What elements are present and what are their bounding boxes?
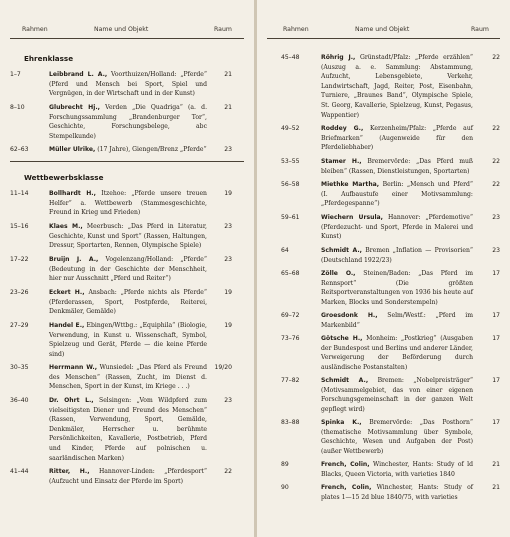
room-number: 17 <box>492 312 500 319</box>
exhibit-object: Selm/Westf.: „Pferd im Markenbild“ <box>321 312 473 329</box>
frame-number: 36–40 <box>10 397 29 404</box>
exhibitor-description <box>321 311 473 330</box>
room-number: 19 <box>224 322 232 329</box>
header-frame: Rahmen <box>283 26 309 33</box>
frame-number: 62–63 <box>10 146 29 153</box>
exhibitor-name: Klaes M., <box>49 223 83 230</box>
frame-number: 89 <box>281 461 289 468</box>
exhibitor-description <box>321 53 473 120</box>
section-rule <box>10 161 244 162</box>
exhibitor-name: Herrmann W., <box>49 364 98 371</box>
frame-number: 45–48 <box>281 54 300 61</box>
right-page <box>257 0 510 537</box>
room-number: 21 <box>224 104 232 111</box>
exhibitor-description <box>49 222 207 251</box>
frame-number: 41–44 <box>10 468 29 475</box>
exhibitor-name: Schmidt A., <box>321 247 362 254</box>
left-page <box>0 0 254 537</box>
exhibitor-description <box>321 124 473 153</box>
header-frame: Rahmen <box>22 26 48 33</box>
exhibitor-description <box>321 269 473 307</box>
room-number: 17 <box>492 270 500 277</box>
frame-number: 56–58 <box>281 181 300 188</box>
exhibit-object: Winchester, Hants: Study of ld Blacks, Queen Victoria, with varieties 1840 <box>321 461 474 478</box>
exhibitor-name: Groesdonk H., <box>321 312 378 319</box>
section-title: Ehrenklasse <box>24 54 74 63</box>
header-rule <box>10 38 244 39</box>
exhibitor-description <box>49 255 207 284</box>
exhibitor-name: Schmidt A., <box>321 377 369 384</box>
frame-number: 23–26 <box>10 289 29 296</box>
exhibit-object: Grünstadt/Pfalz: „Pferde erzählen“ (Auszug a. e. Sammlung: Abstammung, Aufzucht, Lebensgebiete, Verkehr, Landwirtschaft, Jagd, Reiter, Post, Eisenbahn, Turniere, „Braunes Band“, Olympische Spiele, St. Georg, Kavallerie, Spielzeug, Kunst, Pegasus, Wappentier) <box>321 54 473 119</box>
exhibitor-description <box>49 467 207 486</box>
frame-number: 53–55 <box>281 158 300 165</box>
exhibitor-description <box>321 418 473 456</box>
room-number: 17 <box>492 419 500 426</box>
exhibitor-description <box>49 321 207 359</box>
frame-number: 1–7 <box>10 71 21 78</box>
exhibit-object: Hannover: „Pferdemotive“ (Pferdezucht- und Sport, Pferde in Malerei und Kunst) <box>321 214 473 241</box>
room-number: 19 <box>224 190 232 197</box>
exhibitor-name: Bollhardt H., <box>49 190 96 197</box>
room-number: 22 <box>492 181 500 188</box>
exhibitor-description <box>321 483 473 502</box>
exhibitor-name: Bruijn J. A., <box>49 256 99 263</box>
exhibitor-name: French, Colin, <box>321 484 372 491</box>
exhibit-object: Verden „Die Quadriga“ (a. d. Forschungssammlung „Brandenburger Tor“, Geschichte, Forschungsbelege, abc Stempelkunde) <box>49 104 208 140</box>
exhibit-object: Hannover-Linden: „Pferdesport“ (Aufzucht und Einsatz der Pferde im Sport) <box>49 468 207 485</box>
frame-number: 69–72 <box>281 312 300 319</box>
frame-number: 27–29 <box>10 322 29 329</box>
exhibit-object: Bremervörde: „Das Posthorn“ (thematische Motivsammlung über Symbole, Geschichte, Wesen und Aufgaben der Post) (außer Wettbewerb) <box>321 419 473 455</box>
frame-number: 83–88 <box>281 419 300 426</box>
room-number: 23 <box>224 223 232 230</box>
room-number: 22 <box>492 125 500 132</box>
exhibit-object: Ansbach: „Pferde nichts als Pferde“ (Pferderassen, Sport, Postpferde, Reiterei, Denkmäler, Gemälde) <box>49 289 207 316</box>
header-rule <box>267 38 500 39</box>
exhibitor-name: Röhrig J., <box>321 54 356 61</box>
exhibitor-description <box>321 213 473 242</box>
room-number: 21 <box>492 461 500 468</box>
exhibitor-name: Glubrecht Hj., <box>49 104 100 111</box>
room-number: 22 <box>492 54 500 61</box>
exhibit-object: Bremen: „Nobelpreisträger“ (Motivsammelgebiet, das von einer eigenen Forschungsgemeinschaft in der ganzen Welt gepflegt wird) <box>321 377 474 413</box>
room-number: 17 <box>492 377 500 384</box>
exhibit-object: Berlin: „Mensch und Pferd“ (I. Aufbaustufe einer Motivsammlung: „Pferdegespanne“) <box>321 181 474 208</box>
column-header <box>0 26 254 36</box>
exhibit-object: Winchester, Hants: Study of plates 1—15 2d blue 1840/75, with varieties <box>321 484 473 501</box>
exhibitor-description <box>49 145 207 155</box>
exhibitor-name: French, Colin, <box>321 461 370 468</box>
exhibit-object: Meerbusch: „Das Pferd in Literatur, Geschichte, Kunst und Sport“ (Rassen, Haltungen, Dressur, Sportarten, Rennen, Olympische Spiele) <box>49 223 207 250</box>
exhibitor-name: Müller Ulrike, <box>49 146 96 153</box>
exhibitor-description <box>49 363 207 392</box>
exhibit-object: (17 Jahre), Giengen/Brenz „Pferde“ <box>95 146 207 153</box>
exhibitor-name: Götsche H., <box>321 335 363 342</box>
frame-number: 77–82 <box>281 377 300 384</box>
exhibitor-description <box>321 246 473 265</box>
frame-number: 8–10 <box>10 104 25 111</box>
frame-number: 49–52 <box>281 125 300 132</box>
frame-number: 65–68 <box>281 270 300 277</box>
room-number: 23 <box>492 214 500 221</box>
room-number: 23 <box>224 397 232 404</box>
exhibit-object: Bremervörde: „Das Pferd muß bleiben“ (Rassen, Dienstleistungen, Sportarten) <box>321 158 473 175</box>
exhibit-object: Steinen/Baden: „Das Pferd im Rennsport“ (Die größten Reitsportveranstaltungen von 1936 bis heute auf Marken, Blocks und Sonderstempeln) <box>321 270 474 306</box>
exhibit-object: Voorthuizen/Holland: „Pferde“ (Pferd und Mensch bei Sport, Spiel und Vergnügen, in der Wirtschaft und in der Kunst) <box>49 71 207 98</box>
frame-number: 90 <box>281 484 289 491</box>
room-number: 21 <box>492 484 500 491</box>
exhibit-object: Bremen „Inflation — Provisorien“ (Deutschland 1922/23) <box>321 247 473 264</box>
exhibitor-description <box>321 180 473 209</box>
frame-number: 17–22 <box>10 256 29 263</box>
room-number: 23 <box>492 247 500 254</box>
header-room: Raum <box>214 26 232 33</box>
frame-number: 73–76 <box>281 335 300 342</box>
exhibitor-description <box>321 334 473 372</box>
exhibitor-description <box>49 103 207 141</box>
room-number: 19/20 <box>214 364 232 371</box>
room-number: 23 <box>224 256 232 263</box>
exhibitor-name: Miethke Martha, <box>321 181 380 188</box>
exhibitor-description <box>49 189 207 218</box>
exhibit-object: Selsingen: „Vom Wildpferd zum vielseitigsten Diener und Freund des Menschen“ (Rassen, Verwendung, Sport, Gemälde, Denkmäler, Herrscher u. berühmte Persönlichkeiten, Kavallerie, Postbetrieb, Pferd und Kinder, Pferde auf polnischen u. saarländischen Marken) <box>49 397 207 462</box>
exhibitor-description <box>321 157 473 176</box>
header-room: Raum <box>471 26 489 33</box>
exhibit-object: Ebingen/Wttbg.: „Equiphila“ (Biologie, Verwendung, in Kunst u. Wissenschaft, Symbol, Spielzeug und Gerät, Pferde — die keine Pferde sind) <box>49 322 207 358</box>
exhibitor-name: Handel E., <box>49 322 85 329</box>
exhibitor-name: Zölle O., <box>321 270 356 277</box>
exhibitor-name: Eckert H., <box>49 289 85 296</box>
exhibitor-name: Spinka K., <box>321 419 362 426</box>
exhibitor-name: Roddey G., <box>321 125 364 132</box>
room-number: 22 <box>492 158 500 165</box>
exhibitor-description <box>49 396 207 463</box>
room-number: 22 <box>224 468 232 475</box>
exhibitor-name: Leibbrand L. A., <box>49 71 108 78</box>
room-number: 19 <box>224 289 232 296</box>
exhibit-object: Kerzenheim/Pfalz: „Pferde auf Briefmarken“ (Augenweide für den Pferdeliebhaber) <box>321 125 473 152</box>
section-title: Wettbewerbsklasse <box>24 173 104 182</box>
exhibit-object: Itzehoe: „Pferde unsere treuen Helfer“ a. Wettbewerb (Stammesgeschichte, Freund in Krieg und Frieden) <box>49 190 207 217</box>
exhibitor-name: Ritter, H., <box>49 468 90 475</box>
exhibitor-description <box>321 460 473 479</box>
column-header <box>257 26 510 36</box>
exhibitor-name: Stamer H., <box>321 158 362 165</box>
room-number: 23 <box>224 146 232 153</box>
frame-number: 64 <box>281 247 289 254</box>
room-number: 21 <box>224 71 232 78</box>
header-name: Name und Objekt <box>355 26 410 33</box>
exhibit-object: Wunsiedel: „Das Pferd als Freund des Menschen“ (Rassen, Zucht, im Dienst d. Menschen, Sport in der Kunst, im Kriege . . .) <box>49 364 207 391</box>
frame-number: 59–61 <box>281 214 300 221</box>
frame-number: 11–14 <box>10 190 29 197</box>
exhibit-object: Monheim: „Postkrieg“ (Ausgaben der Bundespost und Berlins und anderer Länder, Verweigerung der Beförderung durch ausländische Postanstalten) <box>321 335 473 371</box>
frame-number: 15–16 <box>10 223 29 230</box>
exhibitor-name: Dr. Ohrt L., <box>49 397 94 404</box>
room-number: 17 <box>492 335 500 342</box>
exhibitor-name: Wiechern Ursula, <box>321 214 383 221</box>
exhibitor-description <box>49 70 207 99</box>
exhibit-object: Vogelenzang/Holland: „Pferde“ (Bedeutung in der Geschichte der Menschheit, hier nur Ausschnitt „Pferd und Reiter“) <box>49 256 207 283</box>
exhibitor-description <box>321 376 473 414</box>
frame-number: 30–35 <box>10 364 29 371</box>
exhibitor-description <box>49 288 207 317</box>
header-name: Name und Objekt <box>94 26 149 33</box>
